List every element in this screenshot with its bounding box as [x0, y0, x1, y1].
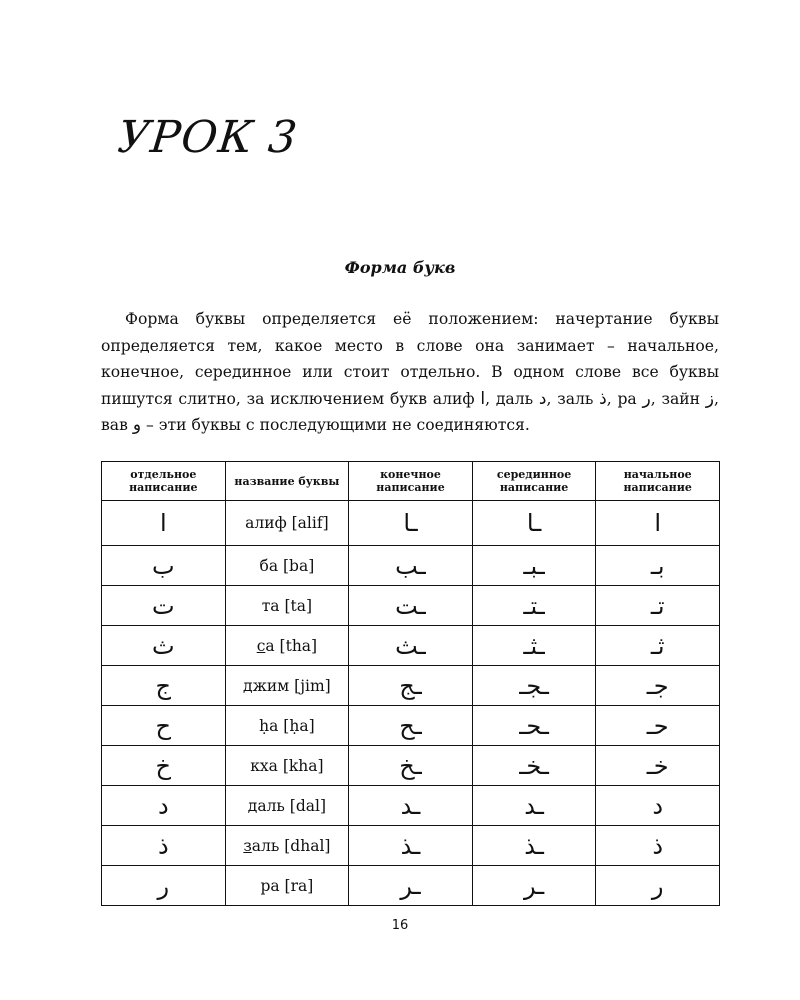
cell-name: джим [jim]	[225, 666, 349, 706]
zain-letter: ز	[705, 388, 715, 409]
cell-isolated: ج	[102, 666, 226, 706]
cell-isolated: ب	[102, 546, 226, 586]
table-row	[102, 626, 720, 666]
cell-initial: ثـ	[596, 626, 720, 666]
cell-isolated: ت	[102, 586, 226, 626]
cell-medial: ـحـ	[472, 706, 596, 746]
cell-initial: تـ	[596, 586, 720, 626]
lesson-title: УРОК 3	[115, 112, 301, 163]
cell-isolated: ث	[102, 626, 226, 666]
cell-final: ـث	[349, 626, 473, 666]
paragraph-text-7: – эти буквы с последующими не соединяются.	[141, 416, 530, 434]
cell-name	[225, 826, 349, 866]
cell-medial: ـذ	[472, 826, 596, 866]
table-row	[102, 786, 720, 826]
table-row	[102, 746, 720, 786]
cell-final: ـج	[349, 666, 473, 706]
paragraph-text-5: , зайн	[650, 389, 706, 408]
cell-medial: ـجـ	[472, 666, 596, 706]
header-name: название буквы	[225, 462, 349, 501]
cell-medial: ـر	[472, 866, 596, 906]
cell-initial: جـ	[596, 666, 720, 706]
cell-initial: ر	[596, 866, 720, 906]
cell-initial: ا	[596, 501, 720, 546]
cell-isolated: خ	[102, 746, 226, 786]
cell-final: ـذ	[349, 826, 473, 866]
name-underlined-letter: з	[243, 836, 252, 855]
alif-letter: ا	[480, 388, 486, 409]
table-row	[102, 826, 720, 866]
cell-initial: بـ	[596, 546, 720, 586]
name-underlined-letter: с	[256, 636, 266, 655]
table-row	[102, 586, 720, 626]
page-number: 16	[391, 918, 409, 933]
cell-medial: ـد	[472, 786, 596, 826]
cell-name: ба [ba]	[225, 546, 349, 586]
cell-final: ـخ	[349, 746, 473, 786]
cell-isolated: د	[102, 786, 226, 826]
cell-medial: ـثـ	[472, 626, 596, 666]
table-row	[102, 666, 720, 706]
cell-final: ـا	[349, 501, 473, 546]
section-heading: Форма букв	[344, 258, 456, 277]
ra-letter: ر	[642, 388, 651, 409]
paragraph-text-4: , ра	[606, 389, 643, 408]
cell-isolated: ر	[102, 866, 226, 906]
cell-initial: د	[596, 786, 720, 826]
cell-final: ـد	[349, 786, 473, 826]
cell-isolated: ا	[102, 501, 226, 546]
table-row	[102, 866, 720, 906]
cell-isolated: ذ	[102, 826, 226, 866]
table-header-row	[102, 462, 720, 501]
cell-medial: ـا	[472, 501, 596, 546]
cell-medial: ـتـ	[472, 586, 596, 626]
name-rest: аль [dhal]	[251, 836, 331, 855]
dhal-letter: ذ	[599, 388, 607, 409]
paragraph-text-2: , даль	[485, 389, 539, 408]
cell-name: алиф [alif]	[225, 501, 349, 546]
cell-initial: ذ	[596, 826, 720, 866]
letter-forms-table	[101, 461, 720, 906]
cell-name	[225, 626, 349, 666]
cell-name: ра [ra]	[225, 866, 349, 906]
cell-final: ـر	[349, 866, 473, 906]
cell-initial: خـ	[596, 746, 720, 786]
cell-isolated: ح	[102, 706, 226, 746]
cell-name: кха [kha]	[225, 746, 349, 786]
table-row	[102, 546, 720, 586]
table-row	[102, 706, 720, 746]
dal-letter: د	[538, 388, 547, 409]
paragraph-text-6: , вав	[101, 389, 719, 434]
header-isolated: отдельное написание	[102, 462, 226, 501]
cell-name: та [ta]	[225, 586, 349, 626]
cell-medial: ـبـ	[472, 546, 596, 586]
header-medial: серединное написание	[472, 462, 596, 501]
body-paragraph	[101, 306, 719, 439]
cell-final: ـح	[349, 706, 473, 746]
table-row	[102, 501, 720, 546]
cell-name: даль [dal]	[225, 786, 349, 826]
header-final: конечное написание	[349, 462, 473, 501]
name-rest: а [tha]	[265, 636, 318, 655]
cell-final: ـت	[349, 586, 473, 626]
cell-initial: حـ	[596, 706, 720, 746]
cell-medial: ـخـ	[472, 746, 596, 786]
paragraph-text-1: Форма буквы определяется её положением: начертание буквы определяется тем, какое место в слове она занимает – начальное, конечное, серединное или стоит отдельно. В одном слове все буквы пишутся слитно, за исключением букв алиф	[101, 310, 719, 408]
waw-letter: و	[132, 415, 142, 435]
paragraph-text-3: , заль	[546, 389, 600, 408]
cell-final: ـب	[349, 546, 473, 586]
cell-name: ḥа [ḥa]	[225, 706, 349, 746]
header-initial: начальное написание	[596, 462, 720, 501]
